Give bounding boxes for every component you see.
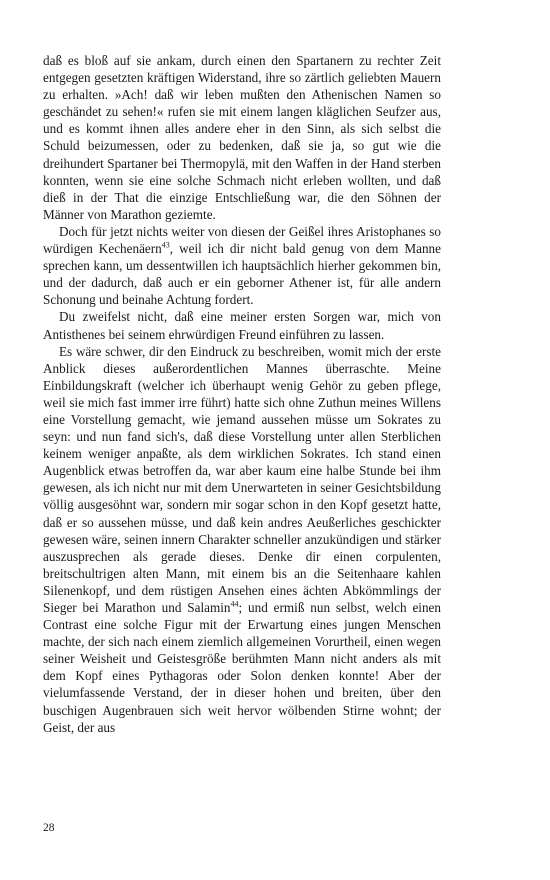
paragraph-1	[43, 52, 441, 223]
paragraph-2-text-a: Doch für jetzt nichts weiter von diesen der Geißel ihres Aristophanes so würdigen Kechenäern	[43, 223, 441, 257]
paragraph-2	[43, 223, 441, 308]
paragraph-3-text: Du zweifelst nicht, daß eine meiner ersten Sorgen war, mich von Antisthenes bei seinem ehrwürdigen Freund einführen zu lassen.	[43, 309, 441, 342]
page-body	[43, 52, 441, 736]
paragraph-3	[43, 308, 441, 342]
paragraph-1-text: daß es bloß auf sie ankam, durch einen den Spartanern zu rechter Zeit entgegen gesetzten kräftigen Widerstand, ihre so zärtlich geliebten Mauern zu erhalten. »Ach! daß wir leben mußten den Athenischen Namen so geschändet zu sehen!« rufen sie mit einem langen kläglichen Seufzer aus, und es kommt ihnen alles andere eher in den Sinn, als sich selbst die Schuld beizumessen, oder zu bedenken, daß sie ja, so gut wie die dreihundert Spartaner bei Thermopylä, mit den Waffen in der Hand sterben konnten, wenn sie eine solche Schmach nicht erleben wollten, und daß dieß in der That die einzige Entschließung war, die den Söhnen der Männer von Marathon geziemte.	[43, 53, 441, 222]
footnote-ref-43: 43	[161, 240, 170, 250]
footnote-ref-44: 44	[230, 599, 239, 609]
paragraph-4	[43, 343, 441, 736]
paragraph-2-text-b: , weil ich dir nicht bald genug von dem Manne sprechen kann, um dessentwillen ich hauptsächlich hierher gekommen bin, und der dadurch, daß auch er ein geborner Athener ist, für alle andern Schonung und beinahe Achtung fordert.	[43, 241, 441, 308]
page-number: 28	[43, 822, 55, 834]
paragraph-4-text-b: ; und ermiß nun selbst, welch einen Contrast eine solche Figur mit der Erwartung eines jungen Menschen machte, der sich nach einem ziemlich allgemeinen Vorurtheil, einen wegen seiner Weisheit und Geistesgröße berühmten Mann nicht anders als mit dem Kopf eines Pythagoras oder Solon denken konnte! Aber der vielumfassende Verstand, der in dieser hohen und breiten, über den buschigen Augenbrauen sich weit hervor wölbenden Stirne wohnt; der Geist, der aus	[43, 600, 441, 735]
paragraph-4-text-a: Es wäre schwer, dir den Eindruck zu beschreiben, womit mich der erste Anblick dieses außerordentlichen Mannes überraschte. Meine Einbildungskraft (welcher ich überhaupt wenig Gehör zu geben pflege, weil sie mich fast immer irre führt) hatte sich ohne Zuthun meines Willens eine Vorstellung gemacht, wie jemand aussehen müsse um Sokrates zu seyn: und nun fand sich's, daß diese Vorstellung unter allen Sterblichen keinem weniger anpaßte, als dem wirklichen Sokrates. Ich stand einen Augenblick etwas betroffen da, war aber kaum eine halbe Stunde bei ihm gewesen, als ich nicht nur mit dem Unerwarteten in seiner Gesichtsbildung völlig ausgesöhnt war, sondern mir sogar schon in den Kopf gesetzt hatte, daß er so aussehen müsse, und daß kein andres Aeußerliches geschickter gewesen wäre, seinen innern Charakter schneller anzukündigen und stärker auszusprechen als gerade dieses. Denke dir einen corpulenten, breitschultrigen alten Mann, mit einem bis an die Seitenhaare kahlen Silenenkopf, und dem rüstigen Ansehen eines ächten Abkömmlings der Sieger bei Marathon und Salamin	[43, 343, 441, 615]
